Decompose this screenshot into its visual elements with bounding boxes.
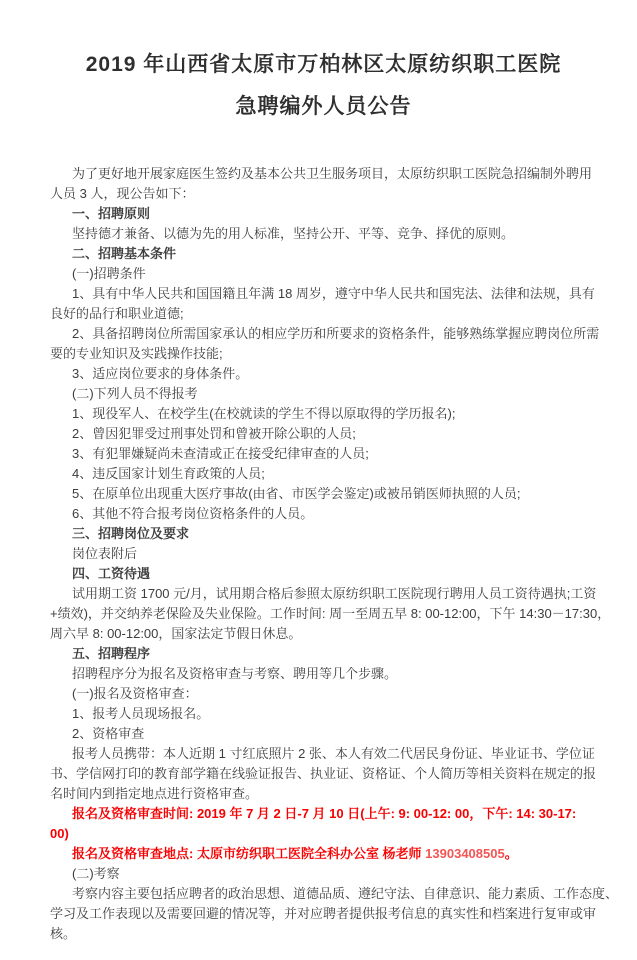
- section-heading-line: 四、工资待遇: [72, 566, 151, 581]
- section-heading-line: 三、招聘岗位及要求: [72, 526, 190, 541]
- text-line: 学习及工作表现以及需要回避的情况等，并对应聘者提供报考信息的真实性和档案进行复审或审: [50, 906, 597, 921]
- text-line: 核。: [50, 926, 77, 941]
- text-line: +绩效)，并交纳养老保险及失业保险。工作时间: 周一至周五早 8: 00-12:00，下午 14:30－17:30，: [50, 606, 611, 621]
- text-line: 为了更好地开展家庭医生签约及基本公共卫生服务项目，太原纺织职工医院急招编制外聘用: [72, 166, 593, 181]
- text-line: (二)考察: [72, 866, 120, 881]
- section-heading-line: 五、招聘程序: [72, 646, 151, 661]
- text-line: 人员 3 人，现公告如下：: [50, 186, 195, 201]
- highlight-red-line: 报名及资格审查时间: 2019 年 7 月 2 日-7 月 10 日(上午: 9: 00-12: 00，下午: 14: 30-17:: [72, 806, 577, 821]
- text-line: 书、学信网打印的教育部学籍在线验证报告、执业证、资格证、个人简历等相关资料在规定的报: [50, 766, 597, 781]
- text-line: 3、有犯罪嫌疑尚未查清或正在接受纪律审查的人员;: [72, 446, 369, 461]
- text-line: 2、曾因犯罪受过刑事处罚和曾被开除公职的人员;: [72, 426, 356, 441]
- text-line: 1、报考人员现场报名。: [72, 706, 210, 721]
- text-segment: 。: [504, 846, 518, 861]
- text-line: (一)报名及资格审查：: [72, 686, 198, 701]
- highlight-red-line: 00): [50, 826, 69, 841]
- announcement-body: [50, 164, 619, 944]
- text-line: 招聘程序分为报名及资格审查与考察、聘用等几个步骤。: [72, 666, 398, 681]
- text-line: 4、违反国家计划生育政策的人员;: [72, 466, 265, 481]
- text-line: 3、适应岗位要求的身体条件。: [72, 366, 249, 381]
- page-title-line-2: 急聘编外人员公告: [235, 95, 412, 118]
- text-line: (一)招聘条件: [72, 266, 146, 281]
- text-line: 岗位表附后: [72, 546, 138, 561]
- text-line: 名时间内到指定地点进行资格审查。: [50, 786, 259, 801]
- text-line: 坚持德才兼备、以德为先的用人标准，坚持公开、平等、竞争、择优的原则。: [72, 226, 515, 241]
- highlight-red-line: [50, 844, 597, 864]
- text-line: 报考人员携带：本人近期 1 寸红底照片 2 张、本人有效二代居民身份证、毕业证书、学位证: [72, 746, 595, 761]
- text-line: 1、现役军人、在校学生(在校就读的学生不得以原取得的学历报名);: [72, 406, 456, 421]
- text-line: 良好的品行和职业道德;: [50, 306, 184, 321]
- text-line: 5、在原单位出现重大医疗事故(由省、市医学会鉴定)或被吊销医师执照的人员;: [72, 486, 521, 501]
- text-line: 要的专业知识及实践操作技能;: [50, 346, 223, 361]
- text-line: 周六早 8: 00-12:00，国家法定节假日休息。: [50, 626, 302, 641]
- text-line: 试用期工资 1700 元/月，试用期合格后参照太原纺织职工医院现行聘用人员工资待遇执;工资: [72, 586, 597, 601]
- section-heading-line: 一、招聘原则: [72, 206, 151, 221]
- text-line: (二)下列人员不得报考: [72, 386, 198, 401]
- text-line: 考察内容主要包括应聘者的政治思想、道德品质、遵纪守法、自律意识、能力素质、工作态度、: [72, 886, 619, 901]
- text-line: 6、其他不符合报考岗位资格条件的人员。: [72, 506, 314, 521]
- text-segment: 报名及资格审查地点: 太原市纺织职工医院全科办公室 杨老师: [72, 846, 426, 861]
- page-title-line-1: 2019 年山西省太原市万柏林区太原纺织职工医院: [85, 53, 562, 76]
- section-heading-line: 二、招聘基本条件: [72, 246, 177, 261]
- text-line: 2、资格审查: [72, 726, 145, 741]
- phone-number: 13903408505: [425, 846, 505, 861]
- text-line: 2、具备招聘岗位所需国家承认的相应学历和所要求的资格条件，能够熟练掌握应聘岗位所需: [72, 326, 600, 341]
- announcement-document: [0, 44, 637, 960]
- page-title: [50, 44, 597, 128]
- text-line: 1、具有中华人民共和国国籍且年满 18 周岁，遵守中华人民共和国宪法、法律和法规，具有: [72, 286, 595, 301]
